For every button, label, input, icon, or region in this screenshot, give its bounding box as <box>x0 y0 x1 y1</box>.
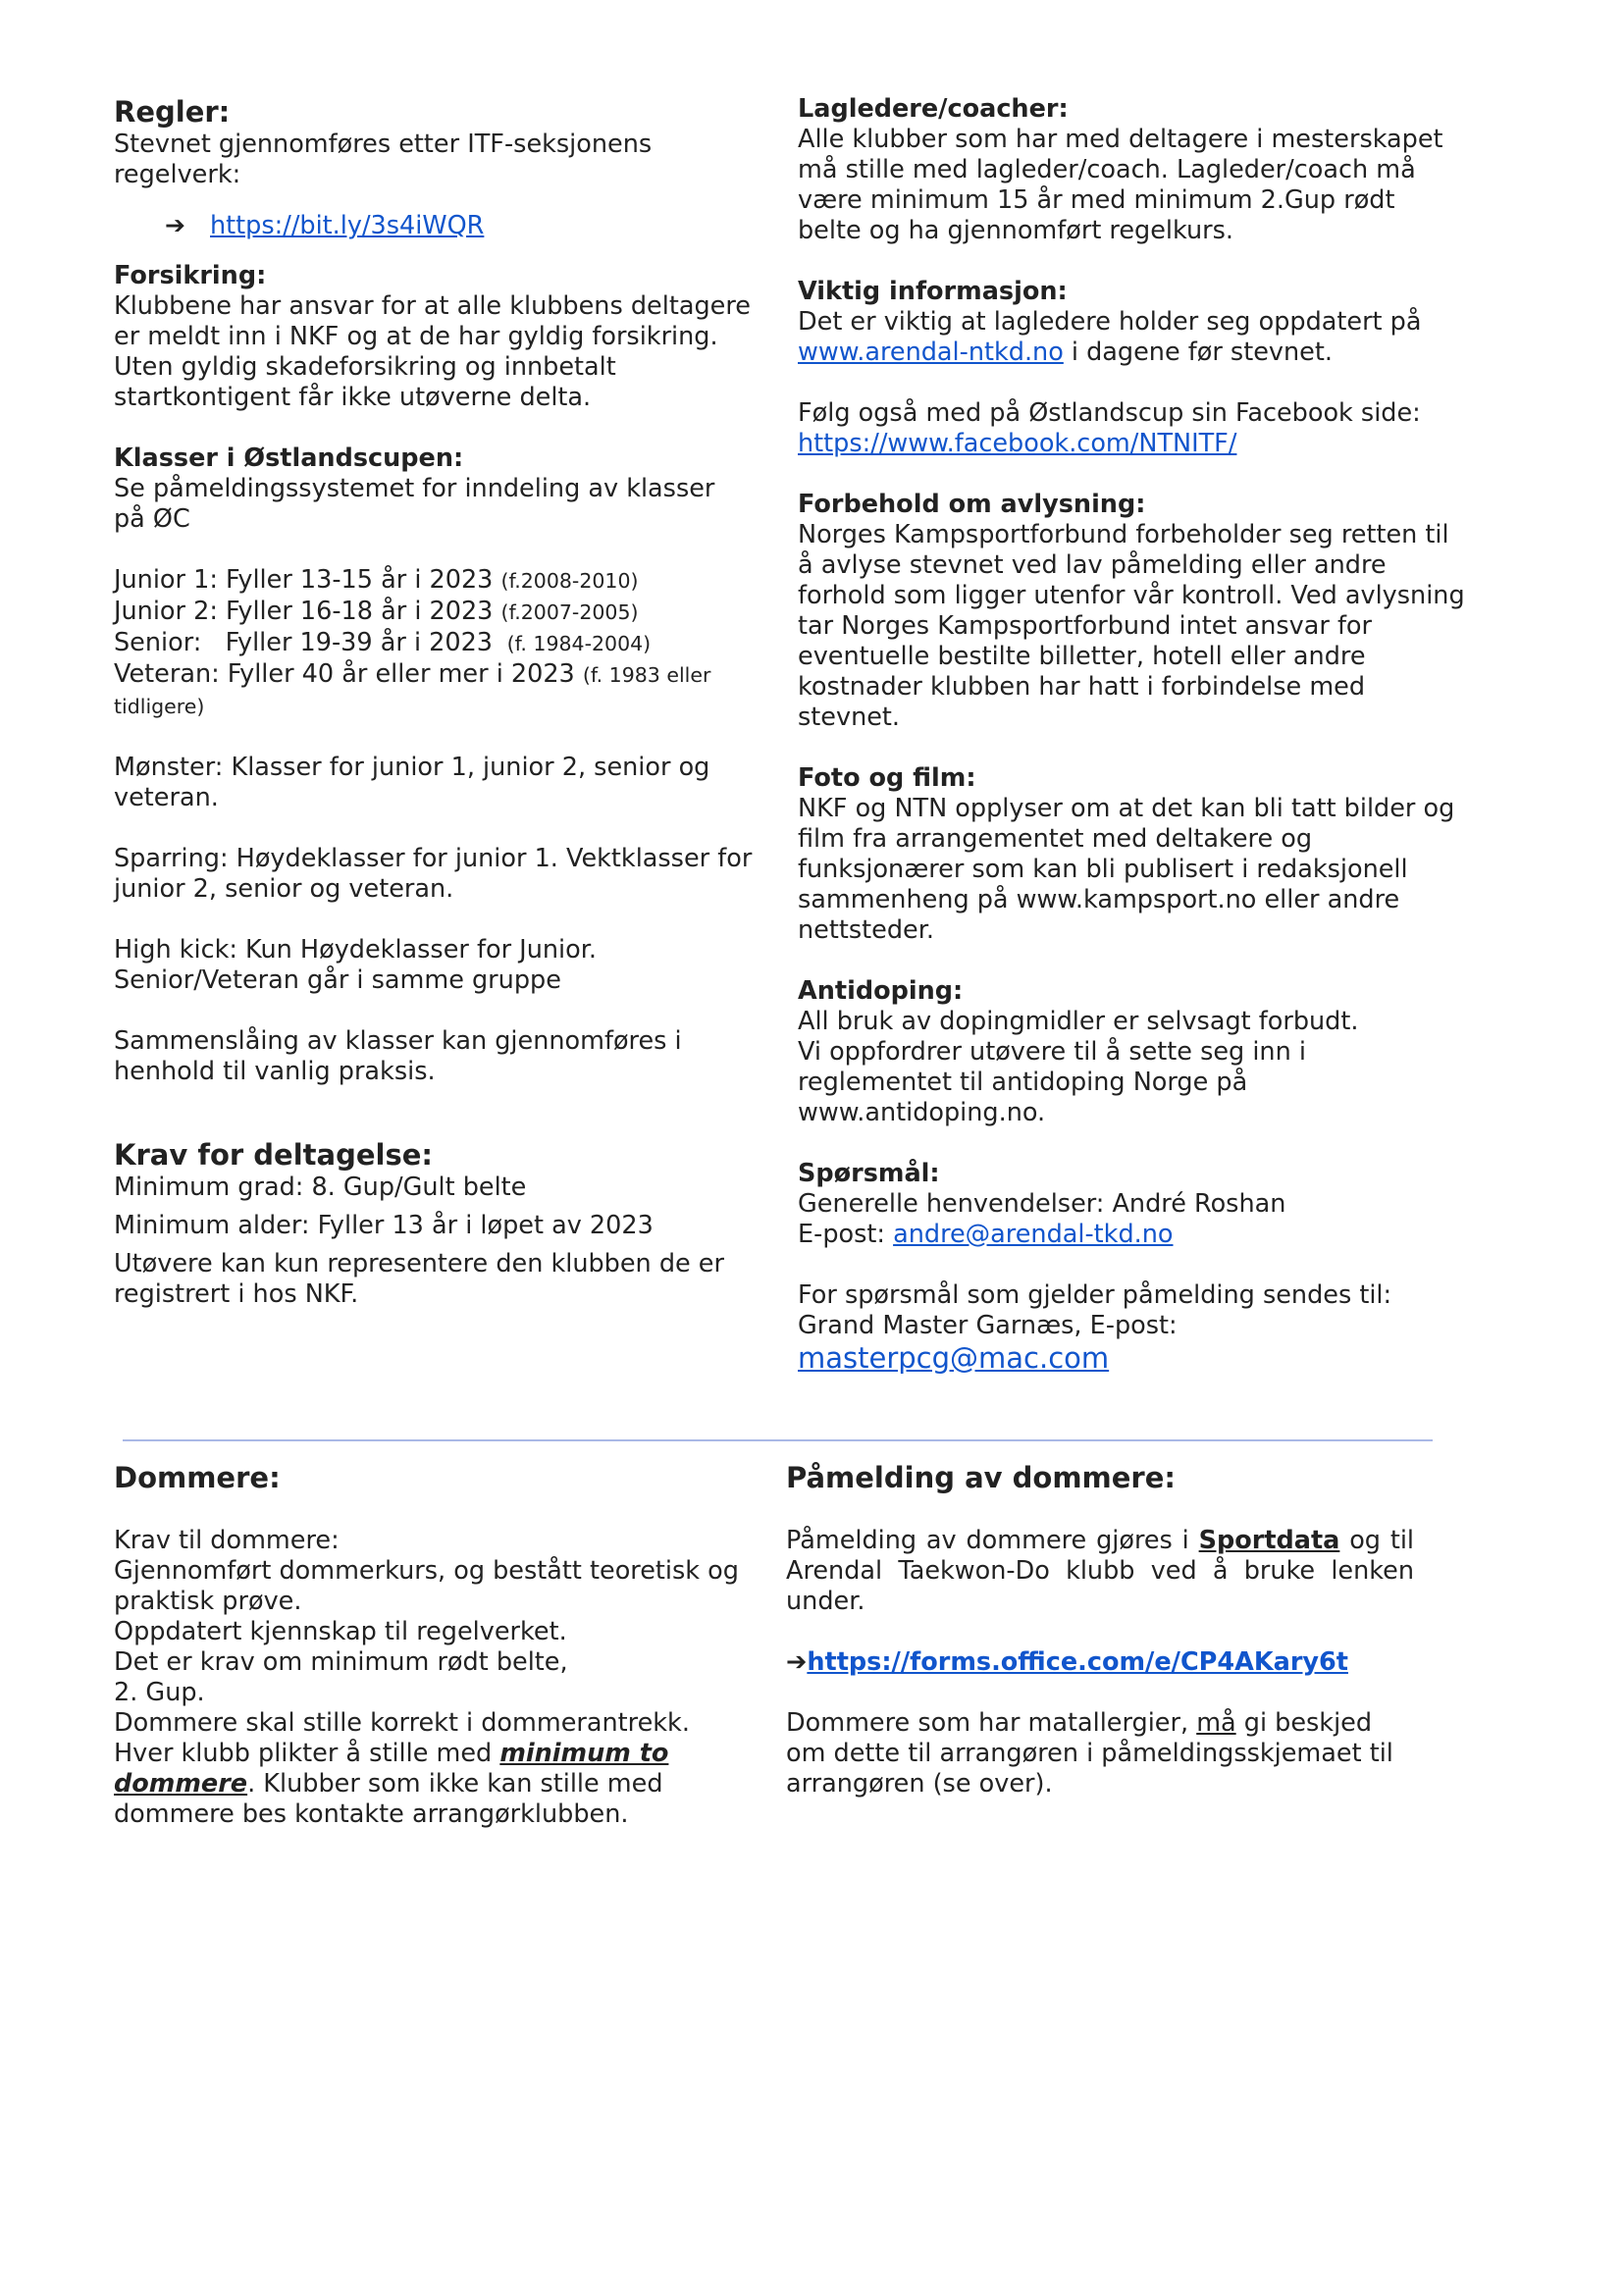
regler-text: Stevnet gjennomføres etter ITF-seksjonens regelverk: <box>114 130 653 189</box>
dommere-line: 2. Gup. <box>114 1678 205 1707</box>
foto-text: NKF og NTN opplyser om at det kan bli tatt bilder og film fra arrangementet med deltakere og funksjonærer som kan bli publisert i redaksjonell sammenheng på www.kampsport.no eller andre nettsteder. <box>798 794 1455 945</box>
klasse-label: Senior: Fyller 19-39 år i 2023 <box>114 628 501 657</box>
right-column <box>798 94 1465 1375</box>
dommere-l6-after: . Klubber som ikke kan stille med dommere bes kontakte arrangørklubben. <box>114 1769 663 1829</box>
klasse-row <box>114 597 771 628</box>
klasse-row <box>114 565 771 597</box>
pamelding-dommere-section <box>786 1460 1414 1799</box>
krav-heading: Krav for deltagelse: <box>114 1138 433 1172</box>
forms-link-line <box>786 1647 1414 1678</box>
klasse-row <box>114 628 771 659</box>
facebook-text: Følg også med på Østlandscup sin Facebook side: <box>798 398 1421 428</box>
klasse-years: (f.2008-2010) <box>500 569 639 593</box>
sporsmal-epost-line <box>798 1220 1465 1250</box>
monster-text: Mønster: Klasser for junior 1, junior 2, senior og veteran. <box>114 753 710 812</box>
masterpcg-email-link[interactable]: masterpcg@mac.com <box>798 1341 1110 1375</box>
facebook-link[interactable]: https://www.facebook.com/NTNITF/ <box>798 429 1237 458</box>
forsikring-heading: Forsikring: <box>114 261 267 290</box>
forms-link[interactable]: https://forms.office.com/e/CP4AKary6t <box>807 1647 1348 1677</box>
viktig-text <box>798 307 1465 368</box>
klasser-intro-1: Se påmeldingssystemet for inndeling av klasser <box>114 474 715 503</box>
sporsmal-heading: Spørsmål: <box>798 1159 940 1188</box>
klasse-years: (f. 1983 eller tidligere) <box>114 663 711 718</box>
pamelding-text-before: Påmelding av dommere gjøres i <box>786 1526 1199 1555</box>
dommere-line: Dommere skal stille korrekt i dommerantrekk. <box>114 1708 690 1738</box>
forsikring-text: Klubbene har ansvar for at alle klubbens deltagere er meldt inn i NKF og at de har gyldig forsikring. Uten gyldig skadeforsikring og innbetalt startkontigent får ikke utøverne delta. <box>114 291 751 412</box>
dommere-heading: Dommere: <box>114 1461 281 1494</box>
klasse-row <box>114 659 771 722</box>
allergi-after: gi beskjed om dette til arrangøren i påmeldingsskjemaet til arrangøren (se over). <box>786 1708 1393 1799</box>
viktig-heading: Viktig informasjon: <box>798 277 1068 306</box>
dommere-line <box>114 1739 752 1830</box>
lagledere-text: Alle klubber som har med deltagere i mesterskapet må stille med lagleder/coach. Lagleder/coach må være minimum 15 år med minimum 2.Gup rødt belte og ha gjennomført regelkurs. <box>798 125 1443 245</box>
klasse-label: Junior 2: Fyller 16-18 år i 2023 <box>114 597 501 626</box>
arrow-right-icon: ➔ <box>786 1647 808 1677</box>
allergi-ma: må <box>1196 1708 1236 1738</box>
klasse-years: (f.2007-2005) <box>500 600 639 624</box>
pamelding-text-after: og til Arendal Taekwon-Do klubb ved å bruke lenken under. <box>786 1526 1414 1616</box>
forbehold-heading: Forbehold om avlysning: <box>798 490 1146 519</box>
left-column <box>114 94 771 1310</box>
klasse-years: (f. 1984-2004) <box>500 632 652 655</box>
minimum-to-dommere: minimum to dommere <box>114 1739 669 1799</box>
highkick-line-2: Senior/Veteran går i samme gruppe <box>114 965 561 995</box>
antidoping-heading: Antidoping: <box>798 976 964 1006</box>
sparring-text: Sparring: Høydeklasser for junior 1. Vektklasser for junior 2, senior og veteran. <box>114 844 753 904</box>
arrow-right-icon: ➔ <box>165 211 185 239</box>
sportdata-link[interactable]: Sportdata <box>1198 1526 1340 1555</box>
pamelding-dommere-heading: Påmelding av dommere: <box>786 1461 1176 1494</box>
viktig-text-before: Det er viktig at lagledere holder seg oppdatert på <box>798 307 1422 337</box>
dommere-line: Gjennomført dommerkurs, og bestått teoretisk og praktisk prøve. <box>114 1556 739 1616</box>
klasse-label: Junior 1: Fyller 13-15 år i 2023 <box>114 565 501 595</box>
regler-link[interactable]: https://bit.ly/3s4iWQR <box>210 211 485 240</box>
krav-grad: Minimum grad: 8. Gup/Gult belte <box>114 1173 527 1202</box>
dommere-line: Det er krav om minimum rødt belte, <box>114 1647 568 1677</box>
dommere-line: Oppdatert kjennskap til regelverket. <box>114 1617 567 1646</box>
viktig-text-after: i dagene før stevnet. <box>1063 338 1333 367</box>
lagledere-heading: Lagledere/coacher: <box>798 94 1069 124</box>
dommere-l6-before: Hver klubb plikter å stille med <box>114 1739 500 1768</box>
klasser-heading: Klasser i Østlandscupen: <box>114 443 464 473</box>
facebook-link-line <box>798 429 1465 459</box>
klasser-intro-2: på ØC <box>114 504 190 534</box>
forbehold-text: Norges Kampsportforbund forbeholder seg retten til å avlyse stevnet ved lav påmelding eller andre forhold som ligger utenfor vår kontroll. Ved avlysning tar Norges Kampsportforbund intet ansvar for eventuelle bestilte billetter, hotell eller andre kostnader klubben har hatt i forbindelse med stevnet. <box>798 520 1465 732</box>
dommere-section <box>114 1460 752 1830</box>
regler-heading: Regler: <box>114 95 231 129</box>
krav-klubb: Utøvere kan kun representere den klubben de er registrert i hos NKF. <box>114 1249 724 1309</box>
krav-alder: Minimum alder: Fyller 13 år i løpet av 2023 <box>114 1211 654 1240</box>
allergi-text <box>786 1708 1414 1799</box>
highkick-line-1: High kick: Kun Høydeklasser for Junior. <box>114 935 597 965</box>
pamelding-line-2: Grand Master Garnæs, E-post: <box>798 1311 1178 1340</box>
foto-heading: Foto og film: <box>798 763 976 793</box>
pamelding-email-line <box>798 1341 1465 1375</box>
regler-link-line <box>114 210 771 241</box>
allergi-before: Dommere som har matallergier, <box>786 1708 1197 1738</box>
klasse-label: Veteran: Fyller 40 år eller mer i 2023 <box>114 659 583 689</box>
pamelding-line-1: For spørsmål som gjelder påmelding sendes til: <box>798 1280 1392 1310</box>
pamelding-dommere-text <box>786 1526 1414 1617</box>
epost-label: E-post: <box>798 1220 894 1249</box>
andre-email-link[interactable]: andre@arendal-tkd.no <box>893 1220 1174 1249</box>
dommere-krav: Krav til dommere: <box>114 1526 340 1555</box>
sammenslaing-text: Sammenslåing av klasser kan gjennomføres i henhold til vanlig praksis. <box>114 1026 682 1086</box>
section-divider <box>123 1439 1433 1441</box>
antidoping-line-1: All bruk av dopingmidler er selvsagt forbudt. <box>798 1007 1359 1036</box>
antidoping-text: Vi oppfordrer utøvere til å sette seg inn i reglementet til antidoping Norge på www.antidoping.no. <box>798 1037 1306 1127</box>
arendal-ntkd-link[interactable]: www.arendal-ntkd.no <box>798 338 1064 367</box>
sporsmal-general: Generelle henvendelser: André Roshan <box>798 1189 1286 1219</box>
